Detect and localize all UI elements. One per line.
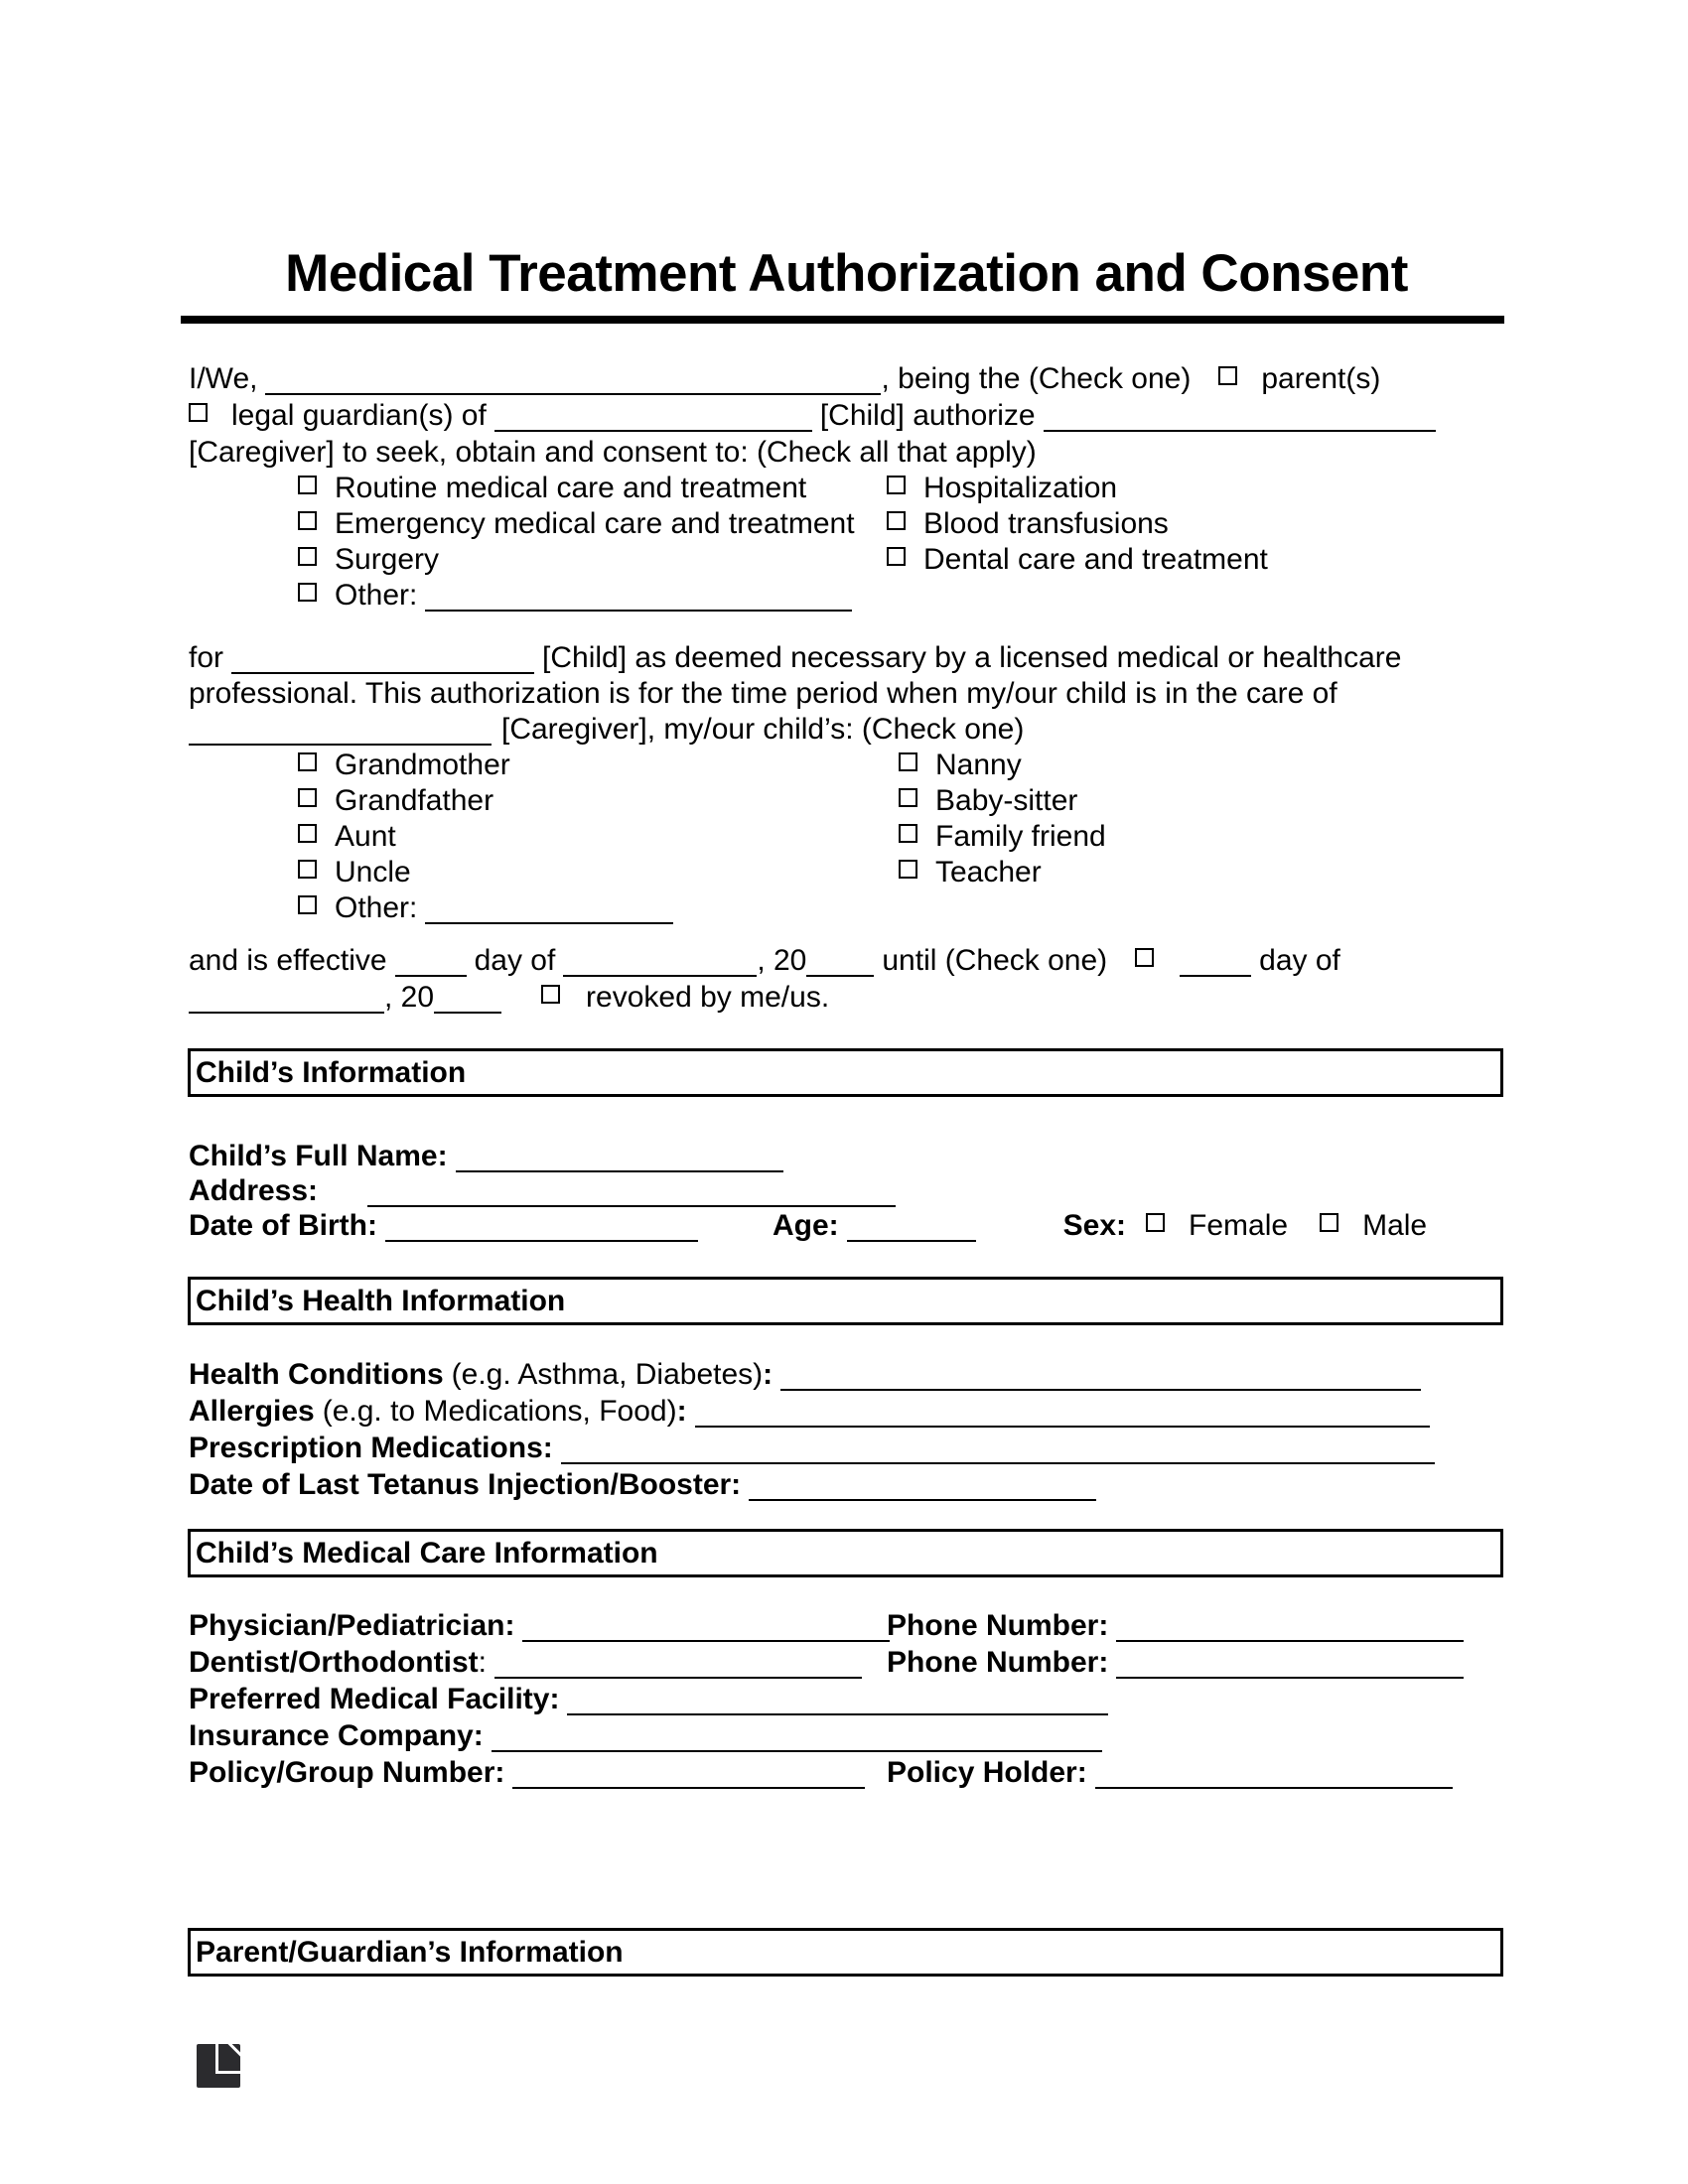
caregiver-option-label: Grandmother bbox=[335, 749, 510, 781]
checkbox-until-day[interactable] bbox=[1135, 948, 1154, 967]
physician-label: Physician/Pediatrician: bbox=[189, 1609, 515, 1642]
effective-comma-20-1: , 20 bbox=[757, 944, 807, 977]
field-row-allergies bbox=[189, 1393, 1504, 1430]
intro-line-1 bbox=[189, 360, 1504, 397]
page-title: Medical Treatment Authorization and Consent bbox=[285, 244, 1408, 303]
caregiver-options-list bbox=[189, 748, 1504, 926]
policy-number-label: Policy/Group Number: bbox=[189, 1756, 505, 1789]
authorization-line-2 bbox=[189, 676, 1504, 712]
section-title: Child’s Medical Care Information bbox=[196, 1536, 658, 1570]
checkbox-routine-care[interactable] bbox=[298, 476, 317, 494]
male-label: Male bbox=[1362, 1209, 1428, 1242]
consent-option-label: Blood transfusions bbox=[923, 507, 1169, 540]
consent-row bbox=[298, 471, 1504, 506]
consent-options-list bbox=[189, 471, 1504, 614]
dentist-label: Dentist/Orthodontist bbox=[189, 1646, 479, 1679]
blank-tetanus-date[interactable] bbox=[749, 1469, 1096, 1501]
checkbox-aunt[interactable] bbox=[298, 824, 317, 843]
intro-parents-label: parent(s) bbox=[1261, 362, 1381, 395]
checkbox-teacher[interactable] bbox=[899, 860, 917, 879]
intro-i-we: I/We, bbox=[189, 362, 258, 395]
field-row-facility bbox=[189, 1681, 1504, 1717]
caregiver-option-label: Aunt bbox=[335, 820, 396, 853]
section-title: Child’s Health Information bbox=[196, 1284, 566, 1317]
field-row-medications bbox=[189, 1430, 1504, 1466]
authorization-line-3 bbox=[189, 712, 1504, 748]
blank-until-month[interactable] bbox=[189, 982, 384, 1014]
caregiver-row bbox=[298, 855, 1504, 890]
blank-other-consent[interactable] bbox=[425, 580, 852, 612]
caregiver-row-other bbox=[298, 890, 1504, 926]
caregiver-row bbox=[298, 819, 1504, 855]
consent-option-label: Surgery bbox=[335, 543, 440, 576]
blank-policy-number[interactable] bbox=[512, 1757, 865, 1789]
checkbox-female[interactable] bbox=[1146, 1213, 1165, 1232]
legal-templates-logo bbox=[197, 2044, 240, 2088]
phone-number-label: Phone Number: bbox=[887, 1646, 1109, 1679]
checkbox-nanny[interactable] bbox=[899, 752, 917, 771]
authorization-child-necessary: [Child] as deemed necessary by a licensed medical or healthcare bbox=[542, 641, 1402, 674]
section-title: Parent/Guardian’s Information bbox=[196, 1935, 624, 1969]
caregiver-row bbox=[298, 748, 1504, 783]
section-header-child-info bbox=[188, 1048, 1503, 1097]
effective-comma-20-2: , 20 bbox=[384, 981, 435, 1014]
section-header-parent-info bbox=[188, 1928, 1503, 1977]
field-row-dob-age-sex bbox=[189, 1208, 1504, 1243]
blank-medications[interactable] bbox=[561, 1433, 1435, 1464]
blank-age[interactable] bbox=[847, 1210, 976, 1242]
policy-holder-label: Policy Holder: bbox=[887, 1756, 1087, 1789]
consent-row bbox=[298, 542, 1504, 578]
intro-being-the: , being the (Check one) bbox=[881, 362, 1192, 395]
field-row-full-name bbox=[189, 1139, 1504, 1173]
consent-row-other bbox=[298, 578, 1504, 614]
authorization-paragraph bbox=[189, 640, 1504, 748]
consent-option-label: Hospitalization bbox=[923, 472, 1118, 504]
effective-day-of-2: day of bbox=[1259, 944, 1340, 977]
consent-other-label: Other: bbox=[335, 579, 418, 612]
checkbox-legal-guardian[interactable] bbox=[189, 403, 208, 422]
blank-effective-day[interactable] bbox=[395, 945, 467, 977]
checkbox-family-friend[interactable] bbox=[899, 824, 917, 843]
checkbox-baby-sitter[interactable] bbox=[899, 788, 917, 807]
field-row-policy bbox=[189, 1754, 1504, 1791]
blank-physician-phone[interactable] bbox=[1116, 1610, 1464, 1642]
health-conditions-note: (e.g. Asthma, Diabetes) bbox=[451, 1358, 764, 1391]
blank-dentist-phone[interactable] bbox=[1116, 1647, 1464, 1679]
caregiver-row bbox=[298, 783, 1504, 819]
blank-health-conditions[interactable] bbox=[780, 1359, 1421, 1391]
checkbox-other-consent[interactable] bbox=[298, 583, 317, 602]
allergies-label: Allergies bbox=[189, 1395, 315, 1428]
blank-insurance[interactable] bbox=[492, 1720, 1102, 1752]
caregiver-option-label: Teacher bbox=[935, 856, 1042, 888]
health-info-fields bbox=[189, 1356, 1504, 1503]
health-conditions-label: Health Conditions bbox=[189, 1358, 444, 1391]
medical-care-fields bbox=[189, 1607, 1504, 1791]
checkbox-dental-care[interactable] bbox=[887, 547, 906, 566]
consent-option-label: Emergency medical care and treatment bbox=[335, 507, 855, 540]
consent-row bbox=[298, 506, 1504, 542]
effective-until: until (Check one) bbox=[882, 944, 1108, 977]
allergies-colon: : bbox=[676, 1395, 687, 1428]
blank-parents-name[interactable] bbox=[265, 363, 881, 395]
checkbox-other-caregiver[interactable] bbox=[298, 895, 317, 914]
blank-effective-month[interactable] bbox=[563, 945, 757, 977]
checkbox-grandmother[interactable] bbox=[298, 752, 317, 771]
allergies-note: (e.g. to Medications, Food) bbox=[322, 1395, 677, 1428]
facility-label: Preferred Medical Facility: bbox=[189, 1683, 560, 1715]
sex-label: Sex: bbox=[1062, 1209, 1127, 1242]
blank-child-name-2[interactable] bbox=[231, 642, 534, 674]
blank-policy-holder[interactable] bbox=[1095, 1757, 1453, 1789]
intro-legal-guardians-label: legal guardian(s) of bbox=[231, 399, 487, 432]
form-content bbox=[189, 0, 1504, 2088]
caregiver-other-label: Other: bbox=[335, 891, 418, 924]
tetanus-label: Date of Last Tetanus Injection/Booster: bbox=[189, 1468, 742, 1501]
authorization-line-1 bbox=[189, 640, 1504, 676]
intro-line-2 bbox=[189, 397, 1504, 434]
dob-label: Date of Birth: bbox=[189, 1209, 377, 1242]
caregiver-option-label: Nanny bbox=[935, 749, 1022, 781]
checkbox-hospitalization[interactable] bbox=[887, 476, 906, 494]
intro-paragraph bbox=[189, 360, 1504, 471]
female-label: Female bbox=[1189, 1209, 1289, 1242]
checkbox-blood-transfusions[interactable] bbox=[887, 511, 906, 530]
health-conditions-colon: : bbox=[763, 1358, 774, 1391]
medications-label: Prescription Medications: bbox=[189, 1432, 553, 1464]
checkbox-surgery[interactable] bbox=[298, 547, 317, 566]
field-row-insurance bbox=[189, 1717, 1504, 1754]
authorization-caregiver-check: [Caregiver], my/our child’s: (Check one) bbox=[501, 713, 1025, 746]
full-name-label: Child’s Full Name: bbox=[189, 1140, 448, 1172]
field-row-tetanus bbox=[189, 1466, 1504, 1503]
blank-allergies[interactable] bbox=[695, 1396, 1430, 1428]
blank-facility[interactable] bbox=[567, 1684, 1108, 1715]
blank-dob[interactable] bbox=[385, 1210, 698, 1242]
effective-paragraph bbox=[189, 942, 1504, 1016]
address-label: Address: bbox=[189, 1174, 319, 1207]
blank-caregiver-name[interactable] bbox=[1044, 400, 1436, 432]
blank-child-name[interactable] bbox=[494, 400, 812, 432]
section-title: Child’s Information bbox=[196, 1055, 467, 1089]
checkbox-uncle[interactable] bbox=[298, 860, 317, 879]
effective-intro: and is effective bbox=[189, 944, 387, 977]
checkbox-emergency-care[interactable] bbox=[298, 511, 317, 530]
effective-revoked-label: revoked by me/us. bbox=[586, 981, 830, 1014]
dentist-colon: : bbox=[478, 1646, 487, 1679]
blank-until-day[interactable] bbox=[1180, 945, 1251, 977]
child-info-fields bbox=[189, 1139, 1504, 1243]
field-row-physician bbox=[189, 1607, 1504, 1644]
blank-until-year[interactable] bbox=[434, 982, 501, 1014]
effective-day-of-1: day of bbox=[474, 944, 556, 977]
consent-option-label: Routine medical care and treatment bbox=[335, 472, 807, 504]
checkbox-parent[interactable] bbox=[1218, 366, 1237, 385]
caregiver-option-label: Family friend bbox=[935, 820, 1106, 853]
section-header-health-info bbox=[188, 1277, 1503, 1325]
authorization-text: professional. This authorization is for the time period when my/our child is in the care of bbox=[189, 677, 1337, 710]
phone-number-label: Phone Number: bbox=[887, 1609, 1109, 1642]
checkbox-male[interactable] bbox=[1320, 1213, 1338, 1232]
effective-line-2 bbox=[189, 979, 1504, 1016]
blank-effective-year[interactable] bbox=[806, 945, 874, 977]
title-rule bbox=[181, 316, 1504, 324]
blank-caregiver-name-2[interactable] bbox=[189, 714, 492, 746]
consent-option-label: Dental care and treatment bbox=[923, 543, 1268, 576]
checkbox-revoked[interactable] bbox=[541, 985, 560, 1004]
field-row-dentist bbox=[189, 1644, 1504, 1681]
section-header-medical-care bbox=[188, 1529, 1503, 1577]
field-row-health-conditions bbox=[189, 1356, 1504, 1393]
intro-caregiver-consent: [Caregiver] to seek, obtain and consent to: (Check all that apply) bbox=[189, 436, 1037, 469]
field-row-address bbox=[189, 1173, 1504, 1208]
legal-templates-logo-icon bbox=[197, 2044, 240, 2088]
insurance-label: Insurance Company: bbox=[189, 1719, 484, 1752]
blank-dentist[interactable] bbox=[494, 1647, 862, 1679]
intro-child-authorize: [Child] authorize bbox=[819, 399, 1036, 432]
intro-line-3 bbox=[189, 434, 1504, 471]
blank-physician[interactable] bbox=[522, 1610, 890, 1642]
blank-address[interactable] bbox=[367, 1175, 896, 1207]
authorization-for: for bbox=[189, 641, 224, 674]
blank-other-caregiver[interactable] bbox=[425, 892, 673, 924]
caregiver-option-label: Uncle bbox=[335, 856, 411, 888]
blank-full-name[interactable] bbox=[456, 1141, 783, 1172]
caregiver-option-label: Grandfather bbox=[335, 784, 494, 817]
age-label: Age: bbox=[773, 1209, 839, 1242]
effective-line-1 bbox=[189, 942, 1504, 979]
caregiver-option-label: Baby-sitter bbox=[935, 784, 1078, 817]
checkbox-grandfather[interactable] bbox=[298, 788, 317, 807]
